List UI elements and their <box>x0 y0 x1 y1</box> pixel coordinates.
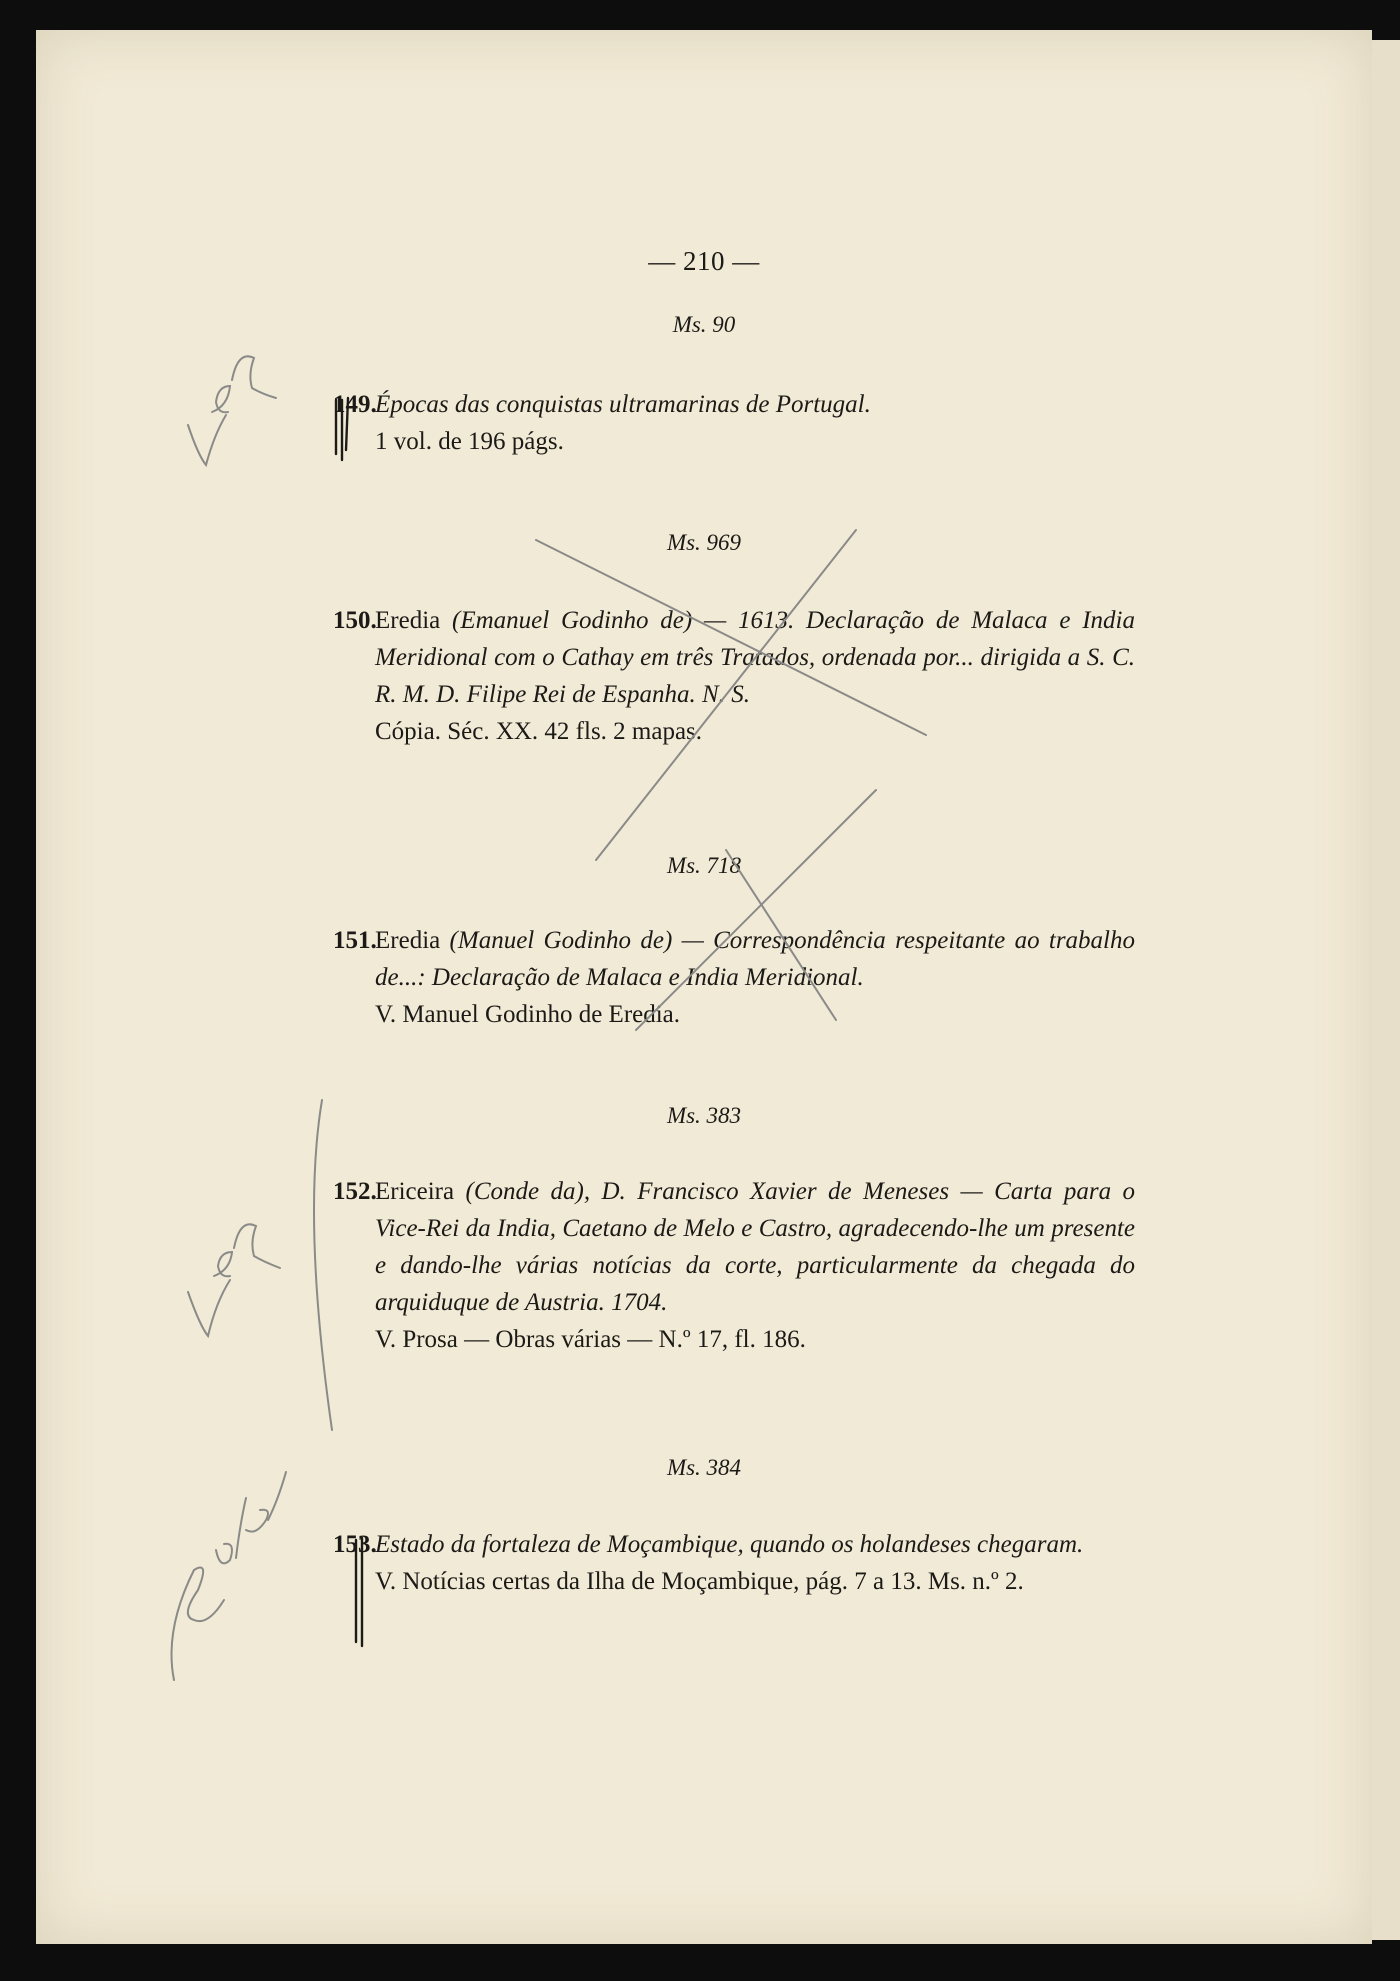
entry-body <box>375 386 1135 460</box>
entry-note: 1 vol. de 196 págs. <box>375 428 564 455</box>
entry-number: 152. <box>333 1178 377 1205</box>
entry-title: Estado da fortaleza de Moçambique, quando os holandeses chegaram. <box>375 1531 1084 1558</box>
catalog-entry-149 <box>333 386 1135 460</box>
entry-title: (Emanuel Godinho de) — 1613. Declaração de Malaca e India Meridional com o Cathay em três Tratados, ordenada por... dirigida a S. C. R. M. D. Filipe Rei de Espanha. N. S. <box>375 607 1135 708</box>
entry-number: 150. <box>333 607 377 634</box>
entry-number: 151. <box>333 927 377 954</box>
ms-label-969: Ms. 969 <box>666 530 742 555</box>
entry-number: 149. <box>333 391 377 418</box>
entry-title: (Conde da), D. Francisco Xavier de Meneses — Carta para o Vice-Rei da India, Caetano de Melo e Castro, agradecendo-lhe um presente e dando-lhe várias notícias da corte, particularmente da chegada do arquiduque de Austria. 1704. <box>375 1178 1135 1316</box>
document-page <box>36 30 1372 1944</box>
entry-number: 153. <box>333 1531 377 1558</box>
catalog-entry-153 <box>333 1526 1135 1600</box>
catalog-entry-151 <box>333 922 1135 1033</box>
catalog-entry-152 <box>333 1173 1135 1358</box>
entry-title: Épocas das conquistas ultramarinas de Portugal. <box>375 391 871 418</box>
ms-label-384: Ms. 384 <box>666 1455 742 1480</box>
entry-note: V. Notícias certas da Ilha de Moçambique, pág. 7 a 13. Ms. n.º 2. <box>375 1568 1024 1595</box>
entry-body <box>375 1173 1135 1358</box>
entry-title: (Manuel Godinho de) — Correspondência respeitante ao trabalho de...: Declaração de Malaca e India Meridional. <box>375 927 1135 991</box>
adjacent-page-edge <box>1372 40 1400 1940</box>
page-number: — 210 — <box>648 246 760 276</box>
ms-label-90: Ms. 90 <box>672 312 736 337</box>
entry-note: V. Manuel Godinho de Eredia. <box>375 1001 681 1028</box>
ms-label-718: Ms. 718 <box>666 853 742 878</box>
entry-author: Eredia <box>375 927 441 954</box>
pencil-mark <box>188 415 226 465</box>
entry-author: Eredia <box>375 607 441 634</box>
entry-author: Ericeira <box>375 1178 455 1205</box>
entry-body <box>375 1526 1135 1600</box>
ms-label-383: Ms. 383 <box>666 1103 742 1128</box>
entry-body <box>375 602 1135 750</box>
entry-note: Cópia. Séc. XX. 42 fls. 2 mapas. <box>375 718 703 745</box>
entry-note: V. Prosa — Obras várias — N.º 17, fl. 186. <box>375 1326 806 1353</box>
catalog-entry-150 <box>333 602 1135 750</box>
entry-body <box>375 922 1135 1033</box>
